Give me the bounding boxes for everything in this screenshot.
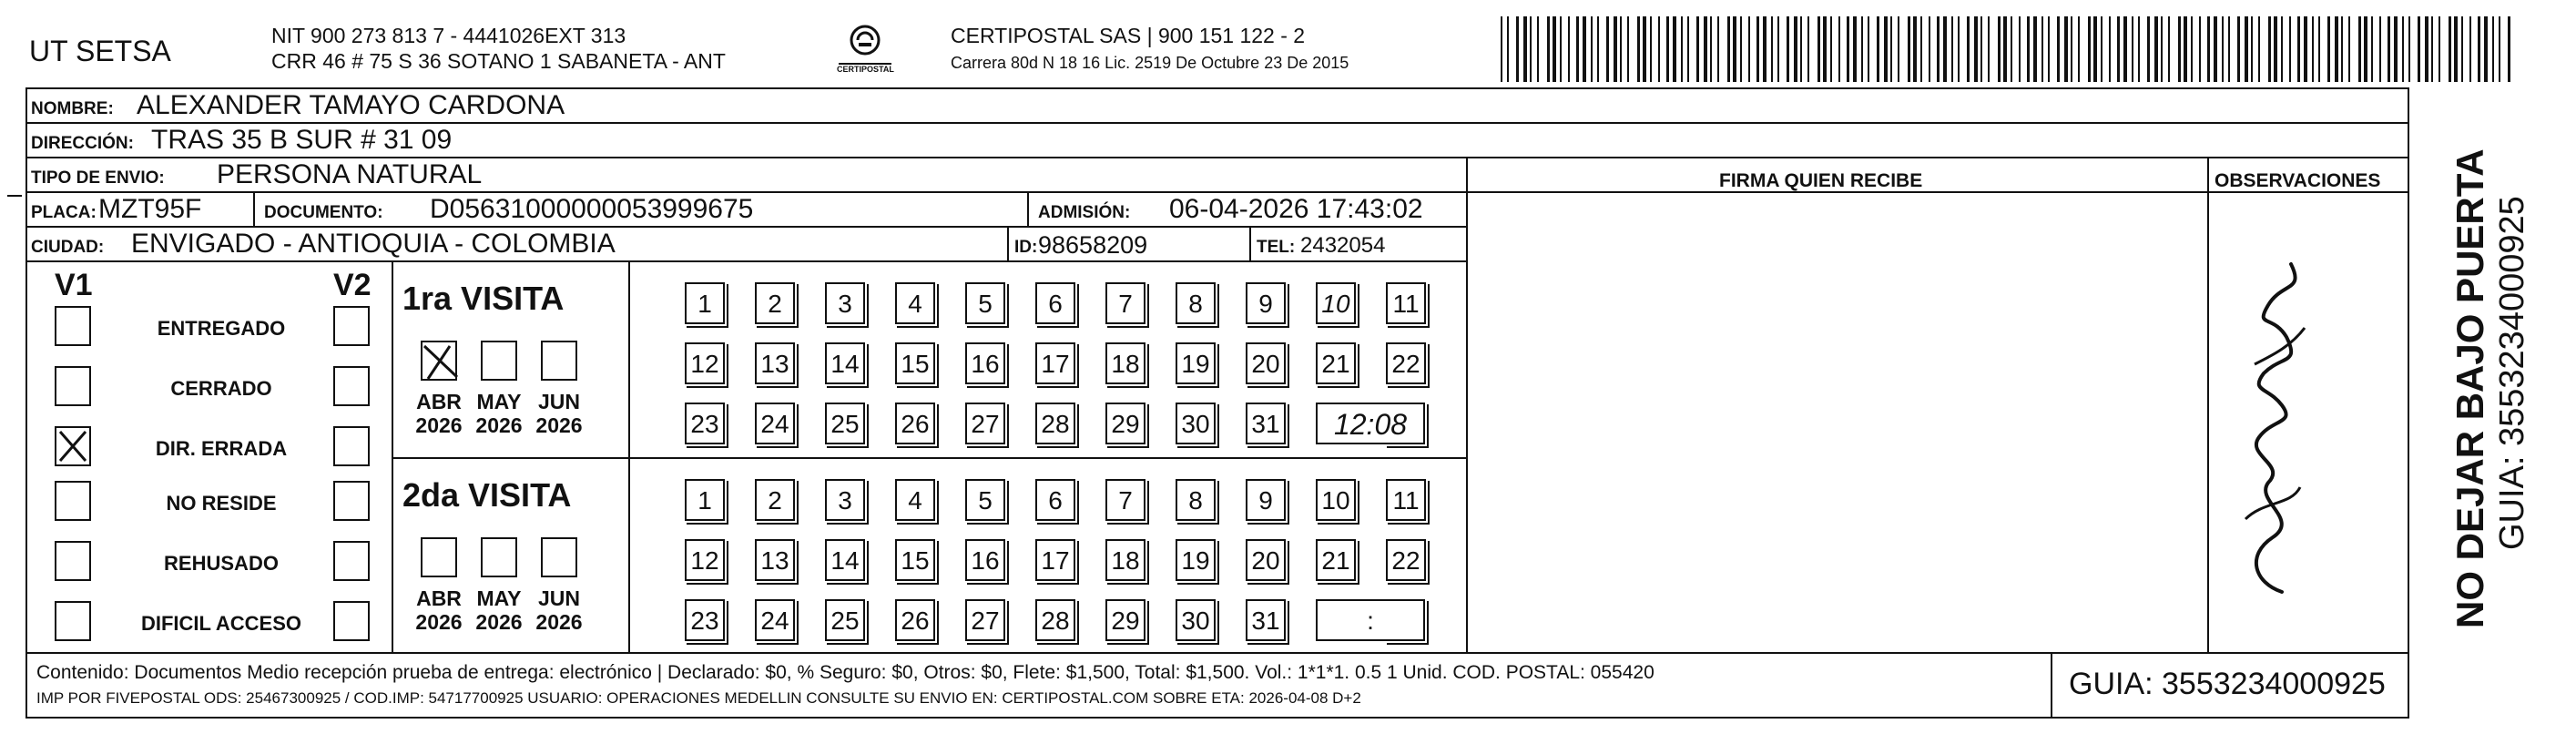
barcode-bar bbox=[2508, 16, 2510, 82]
firma-header: FIRMA QUIEN RECIBE bbox=[1719, 170, 1923, 191]
barcode-bar bbox=[1800, 16, 1802, 82]
time-box[interactable]: 12:08 bbox=[1316, 403, 1425, 444]
day-box[interactable]: 12 bbox=[685, 342, 725, 384]
day-box[interactable]: 3 bbox=[825, 282, 865, 324]
footer-contents: Contenido: Documentos Medio recepción prueba de entrega: electrónico | Declarado: $0, % Seguro: $0, Otros: $0, Flete: $1,500, Total: $1,500. Vol.: 1*1*1. 0.5 1 Unid. COD. POSTAL: 055420 bbox=[36, 662, 1655, 683]
barcode-bar bbox=[1717, 16, 1719, 82]
visit-title: 2da VISITA bbox=[402, 476, 572, 514]
barcode-bar bbox=[2327, 16, 2330, 82]
barcode-bar bbox=[1727, 16, 1730, 82]
v2-checkbox[interactable] bbox=[333, 541, 370, 581]
barcode-bar bbox=[2138, 16, 2140, 82]
day-box[interactable]: 23 bbox=[685, 403, 725, 444]
month-label: MAY 2026 bbox=[475, 586, 523, 635]
barcode-bar bbox=[1696, 16, 1699, 82]
day-box[interactable]: 8 bbox=[1176, 282, 1216, 324]
barcode-bar bbox=[1920, 16, 1922, 82]
month-label: ABR 2026 bbox=[415, 390, 463, 438]
barcode-bar bbox=[1537, 16, 1539, 82]
barcode-bar bbox=[2093, 16, 2097, 82]
day-box[interactable]: 15 bbox=[895, 342, 935, 384]
day-box[interactable]: 3 bbox=[825, 479, 865, 521]
day-box[interactable]: 2 bbox=[755, 282, 795, 324]
ciudad-label: CIUDAD: bbox=[31, 238, 105, 257]
barcode-bar bbox=[2439, 16, 2440, 82]
observaciones-header: OBSERVACIONES bbox=[2215, 170, 2381, 191]
barcode-bar bbox=[2078, 16, 2080, 82]
certipostal-name: CERTIPOSTAL SAS | 900 151 122 - 2 bbox=[951, 24, 1306, 47]
day-box[interactable]: 5 bbox=[965, 282, 1005, 324]
barcode-bar bbox=[2402, 16, 2404, 82]
barcode-bar bbox=[2388, 16, 2390, 82]
v2-checkbox[interactable] bbox=[333, 601, 370, 641]
barcode-bar bbox=[1658, 16, 1660, 82]
nit-line: NIT 900 273 813 7 - 4441026EXT 313 bbox=[271, 24, 626, 47]
barcode-bar bbox=[2245, 16, 2248, 82]
barcode-bar bbox=[1929, 16, 1930, 82]
day-box[interactable]: 11 bbox=[1386, 479, 1426, 521]
v1-checkbox[interactable] bbox=[55, 306, 91, 346]
id-label: ID: bbox=[1014, 238, 1038, 257]
day-box[interactable]: 30 bbox=[1176, 403, 1216, 444]
barcode-bar bbox=[1673, 16, 1676, 82]
barcode-bar bbox=[1614, 16, 1617, 82]
month-checkbox[interactable] bbox=[481, 537, 517, 577]
barcode-bar bbox=[2057, 16, 2060, 82]
barcode-bar bbox=[2492, 16, 2494, 82]
day-box[interactable]: 18 bbox=[1105, 342, 1145, 384]
day-box[interactable]: 21 bbox=[1316, 539, 1356, 581]
barcode-bar bbox=[1733, 16, 1736, 82]
admision-value: 06-04-2026 17:43:02 bbox=[1169, 194, 1423, 224]
day-box[interactable]: 27 bbox=[965, 403, 1005, 444]
barcode-bar bbox=[1890, 16, 1892, 82]
barcode-bar bbox=[2364, 16, 2367, 82]
barcode-bar bbox=[1650, 16, 1652, 82]
barcode-bar bbox=[2191, 16, 2193, 82]
status-option-label: ENTREGADO bbox=[157, 317, 286, 340]
day-box[interactable]: 20 bbox=[1246, 342, 1286, 384]
company-name: UT SETSA bbox=[29, 35, 171, 67]
barcode-bar bbox=[2132, 16, 2133, 82]
visit-title: 1ra VISITA bbox=[402, 280, 565, 317]
barcode-bar bbox=[2214, 16, 2217, 82]
day-box[interactable]: 27 bbox=[965, 599, 1005, 641]
v1-checkbox[interactable] bbox=[55, 601, 91, 641]
nombre-value: ALEXANDER TAMAYO CARDONA bbox=[137, 90, 565, 120]
day-box[interactable]: 20 bbox=[1246, 539, 1286, 581]
barcode bbox=[1501, 16, 2516, 82]
barcode-bar bbox=[1884, 16, 1888, 82]
day-box[interactable]: 17 bbox=[1035, 342, 1075, 384]
barcode-bar bbox=[2461, 16, 2463, 82]
day-box[interactable]: 18 bbox=[1105, 539, 1145, 581]
v2-checkbox[interactable] bbox=[333, 306, 370, 346]
barcode-bar bbox=[2454, 16, 2458, 82]
day-box[interactable]: 23 bbox=[685, 599, 725, 641]
barcode-bar bbox=[1501, 16, 1502, 82]
barcode-bar bbox=[1591, 16, 1593, 82]
day-box[interactable]: 31 bbox=[1246, 403, 1286, 444]
barcode-bar bbox=[2379, 16, 2381, 82]
barcode-bar bbox=[1507, 16, 1509, 82]
address-line: CRR 46 # 75 S 36 SOTANO 1 SABANETA - ANT bbox=[271, 49, 726, 73]
barcode-bar bbox=[1530, 16, 1532, 82]
day-box[interactable]: 4 bbox=[895, 282, 935, 324]
barcode-bar bbox=[1974, 16, 1978, 82]
barcode-bar bbox=[1560, 16, 1562, 82]
barcode-bar bbox=[2027, 16, 2030, 82]
v1-label: V1 bbox=[55, 268, 93, 302]
barcode-bar bbox=[2161, 16, 2163, 82]
barcode-bar bbox=[2123, 16, 2127, 82]
direccion-label: DIRECCIÓN: bbox=[31, 134, 134, 153]
status-option-label: DIFICIL ACCESO bbox=[140, 612, 301, 635]
month-checkbox[interactable] bbox=[421, 537, 457, 577]
logo-text: CERTIPOSTAL bbox=[837, 65, 894, 74]
barcode-bar bbox=[1597, 16, 1599, 82]
barcode-bar bbox=[1643, 16, 1646, 82]
barcode-bar bbox=[2268, 16, 2271, 82]
day-box[interactable]: 16 bbox=[965, 342, 1005, 384]
ciudad-value: ENVIGADO - ANTIOQUIA - COLOMBIA bbox=[131, 229, 616, 259]
barcode-bar bbox=[2228, 16, 2230, 82]
barcode-bar bbox=[2064, 16, 2068, 82]
barcode-bar bbox=[2168, 16, 2170, 82]
barcode-bar bbox=[2147, 16, 2150, 82]
month-checkbox[interactable] bbox=[541, 341, 577, 381]
nombre-label: NOMBRE: bbox=[31, 99, 114, 118]
barcode-bar bbox=[2335, 16, 2338, 82]
barcode-bar bbox=[1838, 16, 1840, 82]
barcode-bar bbox=[2484, 16, 2488, 82]
tel-value: 2432054 bbox=[1300, 233, 1386, 258]
barcode-bar bbox=[2341, 16, 2343, 82]
barcode-bar bbox=[2358, 16, 2361, 82]
placa-value: MZT95F bbox=[98, 194, 202, 224]
barcode-bar bbox=[1998, 16, 2001, 82]
v2-checkbox[interactable] bbox=[333, 426, 370, 466]
day-box[interactable]: 1 bbox=[685, 479, 725, 521]
day-box[interactable]: 1 bbox=[685, 282, 725, 324]
day-box[interactable]: 29 bbox=[1105, 599, 1145, 641]
v1-checkbox[interactable] bbox=[55, 541, 91, 581]
month-checkbox[interactable] bbox=[541, 537, 577, 577]
barcode-bar bbox=[2274, 16, 2277, 82]
day-box[interactable]: 10 bbox=[1316, 479, 1356, 521]
barcode-bar bbox=[1951, 16, 1953, 82]
barcode-bar bbox=[1787, 16, 1789, 82]
barcode-bar bbox=[2469, 16, 2471, 82]
v1-checkbox[interactable] bbox=[55, 481, 91, 521]
day-box[interactable]: 7 bbox=[1105, 479, 1145, 521]
documento-label: DOCUMENTO: bbox=[264, 203, 383, 222]
v2-label: V2 bbox=[333, 268, 372, 302]
barcode-bar bbox=[2449, 16, 2451, 82]
barcode-bar bbox=[1877, 16, 1879, 82]
day-box[interactable]: 19 bbox=[1176, 342, 1216, 384]
barcode-bar bbox=[1637, 16, 1640, 82]
barcode-bar bbox=[2418, 16, 2420, 82]
barcode-bar bbox=[1853, 16, 1857, 82]
day-box[interactable]: 25 bbox=[825, 599, 865, 641]
documento-value: D05631000000053999675 bbox=[430, 194, 754, 224]
day-box[interactable]: 14 bbox=[825, 342, 865, 384]
barcode-bar bbox=[1763, 16, 1767, 82]
day-box[interactable]: 19 bbox=[1176, 539, 1216, 581]
tipo-envio-value: PERSONA NATURAL bbox=[217, 159, 483, 189]
day-box[interactable]: 5 bbox=[965, 479, 1005, 521]
day-box[interactable]: 10 bbox=[1316, 282, 1356, 324]
admision-label: ADMISIÓN: bbox=[1038, 203, 1131, 222]
day-box[interactable]: 31 bbox=[1246, 599, 1286, 641]
barcode-bar bbox=[2011, 16, 2012, 82]
day-box[interactable]: 2 bbox=[755, 479, 795, 521]
barcode-bar bbox=[2408, 16, 2410, 82]
direccion-value: TRAS 35 B SUR # 31 09 bbox=[151, 125, 453, 155]
barcode-bar bbox=[2237, 16, 2240, 82]
day-box[interactable]: 9 bbox=[1246, 479, 1286, 521]
barcode-bar bbox=[2088, 16, 2091, 82]
side-guia: GUIA: 3553234000925 bbox=[2493, 196, 2531, 550]
barcode-bar bbox=[2318, 16, 2320, 82]
barcode-bar bbox=[1988, 16, 1990, 82]
month-label: JUN 2026 bbox=[535, 586, 583, 635]
barcode-bar bbox=[2109, 16, 2111, 82]
day-box[interactable]: 9 bbox=[1246, 282, 1286, 324]
day-box[interactable]: 29 bbox=[1105, 403, 1145, 444]
barcode-bar bbox=[1576, 16, 1579, 82]
month-label: JUN 2026 bbox=[535, 390, 583, 438]
barcode-bar bbox=[1807, 16, 1809, 82]
barcode-bar bbox=[1777, 16, 1779, 82]
day-box[interactable]: 28 bbox=[1035, 599, 1075, 641]
barcode-bar bbox=[2003, 16, 2007, 82]
status-option-label: REHUSADO bbox=[164, 552, 279, 575]
tipo-envio-label: TIPO DE ENVIO: bbox=[31, 168, 165, 188]
barcode-bar bbox=[2304, 16, 2307, 82]
barcode-bar bbox=[1861, 16, 1863, 82]
barcode-bar bbox=[2101, 16, 2103, 82]
barcode-bar bbox=[2371, 16, 2373, 82]
day-box[interactable]: 26 bbox=[895, 599, 935, 641]
barcode-bar bbox=[2297, 16, 2300, 82]
footer-guia: GUIA: 3553234000925 bbox=[2069, 667, 2386, 701]
barcode-bar bbox=[2312, 16, 2314, 82]
v2-checkbox[interactable] bbox=[333, 366, 370, 406]
barcode-bar bbox=[1967, 16, 1970, 82]
barcode-bar bbox=[2019, 16, 2021, 82]
placa-label: PLACA: bbox=[31, 203, 97, 222]
barcode-bar bbox=[2431, 16, 2433, 82]
barcode-bar bbox=[1666, 16, 1669, 82]
barcode-bar bbox=[1606, 16, 1609, 82]
barcode-bar bbox=[2048, 16, 2050, 82]
barcode-bar bbox=[1794, 16, 1797, 82]
day-box[interactable]: 13 bbox=[755, 342, 795, 384]
status-option-label: DIR. ERRADA bbox=[155, 437, 288, 460]
barcode-bar bbox=[1553, 16, 1556, 82]
barcode-bar bbox=[2258, 16, 2260, 82]
day-box[interactable]: 6 bbox=[1035, 282, 1075, 324]
barcode-bar bbox=[2281, 16, 2283, 82]
barcode-bar bbox=[1681, 16, 1683, 82]
barcode-bar bbox=[2499, 16, 2500, 82]
barcode-bar bbox=[1823, 16, 1827, 82]
handwritten-signature bbox=[2218, 228, 2327, 610]
v2-checkbox[interactable] bbox=[333, 481, 370, 521]
day-box[interactable]: 11 bbox=[1386, 282, 1426, 324]
day-box[interactable]: 22 bbox=[1386, 539, 1426, 581]
barcode-bar bbox=[2033, 16, 2037, 82]
barcode-bar bbox=[1868, 16, 1869, 82]
barcode-bar bbox=[1583, 16, 1586, 82]
day-box[interactable]: 26 bbox=[895, 403, 935, 444]
day-box[interactable]: 21 bbox=[1316, 342, 1356, 384]
barcode-bar bbox=[1817, 16, 1820, 82]
barcode-bar bbox=[2071, 16, 2072, 82]
barcode-bar bbox=[1943, 16, 1947, 82]
day-box[interactable]: 16 bbox=[965, 539, 1005, 581]
barcode-bar bbox=[2251, 16, 2253, 82]
barcode-bar bbox=[1547, 16, 1550, 82]
day-box[interactable]: 6 bbox=[1035, 479, 1075, 521]
id-value: 98658209 bbox=[1038, 231, 1148, 259]
barcode-bar bbox=[1620, 16, 1622, 82]
barcode-bar bbox=[1980, 16, 1982, 82]
footer-print-info: IMP POR FIVEPOSTAL ODS: 25467300925 / COD.IMP: 54717700925 USUARIO: OPERACIONES MEDELLIN CONSULTE SU ENVIO EN: CERTIPOSTAL.COM SOBRE ETA: 2026-04-08 D+2 bbox=[36, 689, 1361, 707]
barcode-bar bbox=[2425, 16, 2428, 82]
day-box[interactable]: 24 bbox=[755, 599, 795, 641]
barcode-bar bbox=[1627, 16, 1629, 82]
day-box[interactable]: 22 bbox=[1386, 342, 1426, 384]
barcode-bar bbox=[1748, 16, 1750, 82]
day-box[interactable]: 13 bbox=[755, 539, 795, 581]
day-box[interactable]: 25 bbox=[825, 403, 865, 444]
no-dejar-bajo-puerta: NO DEJAR BAJO PUERTA bbox=[2449, 148, 2491, 628]
barcode-bar bbox=[2184, 16, 2187, 82]
day-box[interactable]: 4 bbox=[895, 479, 935, 521]
barcode-bar bbox=[2154, 16, 2158, 82]
status-option-label: CERRADO bbox=[170, 377, 272, 400]
day-box[interactable]: 17 bbox=[1035, 539, 1075, 581]
v1-checkbox[interactable] bbox=[55, 366, 91, 406]
day-box[interactable]: 30 bbox=[1176, 599, 1216, 641]
day-box[interactable]: 15 bbox=[895, 539, 935, 581]
barcode-bar bbox=[1704, 16, 1707, 82]
tel-label: TEL: bbox=[1257, 238, 1296, 257]
day-box[interactable]: 28 bbox=[1035, 403, 1075, 444]
day-box[interactable]: 8 bbox=[1176, 479, 1216, 521]
month-label: ABR 2026 bbox=[415, 586, 463, 635]
barcode-bar bbox=[1847, 16, 1849, 82]
certipostal-license: Carrera 80d N 18 16 Lic. 2519 De Octubre 23 De 2015 bbox=[951, 54, 1349, 72]
barcode-bar bbox=[2289, 16, 2291, 82]
barcode-bar bbox=[1908, 16, 1910, 82]
day-box[interactable]: 12 bbox=[685, 539, 725, 581]
day-box[interactable]: 14 bbox=[825, 539, 865, 581]
barcode-bar bbox=[1830, 16, 1832, 82]
month-label: MAY 2026 bbox=[475, 390, 523, 438]
barcode-bar bbox=[1740, 16, 1742, 82]
month-checkbox[interactable] bbox=[421, 341, 457, 381]
barcode-bar bbox=[2199, 16, 2201, 82]
day-box[interactable]: 7 bbox=[1105, 282, 1145, 324]
barcode-bar bbox=[2348, 16, 2350, 82]
barcode-bar bbox=[1898, 16, 1899, 82]
barcode-bar bbox=[1523, 16, 1527, 82]
barcode-bar bbox=[1710, 16, 1712, 82]
certipostal-logo bbox=[833, 18, 897, 82]
barcode-bar bbox=[1771, 16, 1773, 82]
day-box[interactable]: 24 bbox=[755, 403, 795, 444]
barcode-bar bbox=[1516, 16, 1519, 82]
barcode-bar bbox=[1756, 16, 1759, 82]
status-option-label: NO RESIDE bbox=[166, 492, 277, 515]
barcode-bar bbox=[2222, 16, 2224, 82]
barcode-bar bbox=[1937, 16, 1940, 82]
month-checkbox[interactable] bbox=[481, 341, 517, 381]
barcode-bar bbox=[2394, 16, 2398, 82]
time-box[interactable]: : bbox=[1316, 599, 1425, 641]
barcode-bar bbox=[2207, 16, 2210, 82]
barcode-bar bbox=[2478, 16, 2480, 82]
barcode-bar bbox=[2178, 16, 2181, 82]
barcode-bar bbox=[2117, 16, 2120, 82]
barcode-bar bbox=[1568, 16, 1570, 82]
v1-checkbox[interactable] bbox=[55, 426, 91, 466]
barcode-bar bbox=[1687, 16, 1689, 82]
barcode-bar bbox=[1913, 16, 1917, 82]
barcode-bar bbox=[1958, 16, 1960, 82]
barcode-bar bbox=[2041, 16, 2043, 82]
